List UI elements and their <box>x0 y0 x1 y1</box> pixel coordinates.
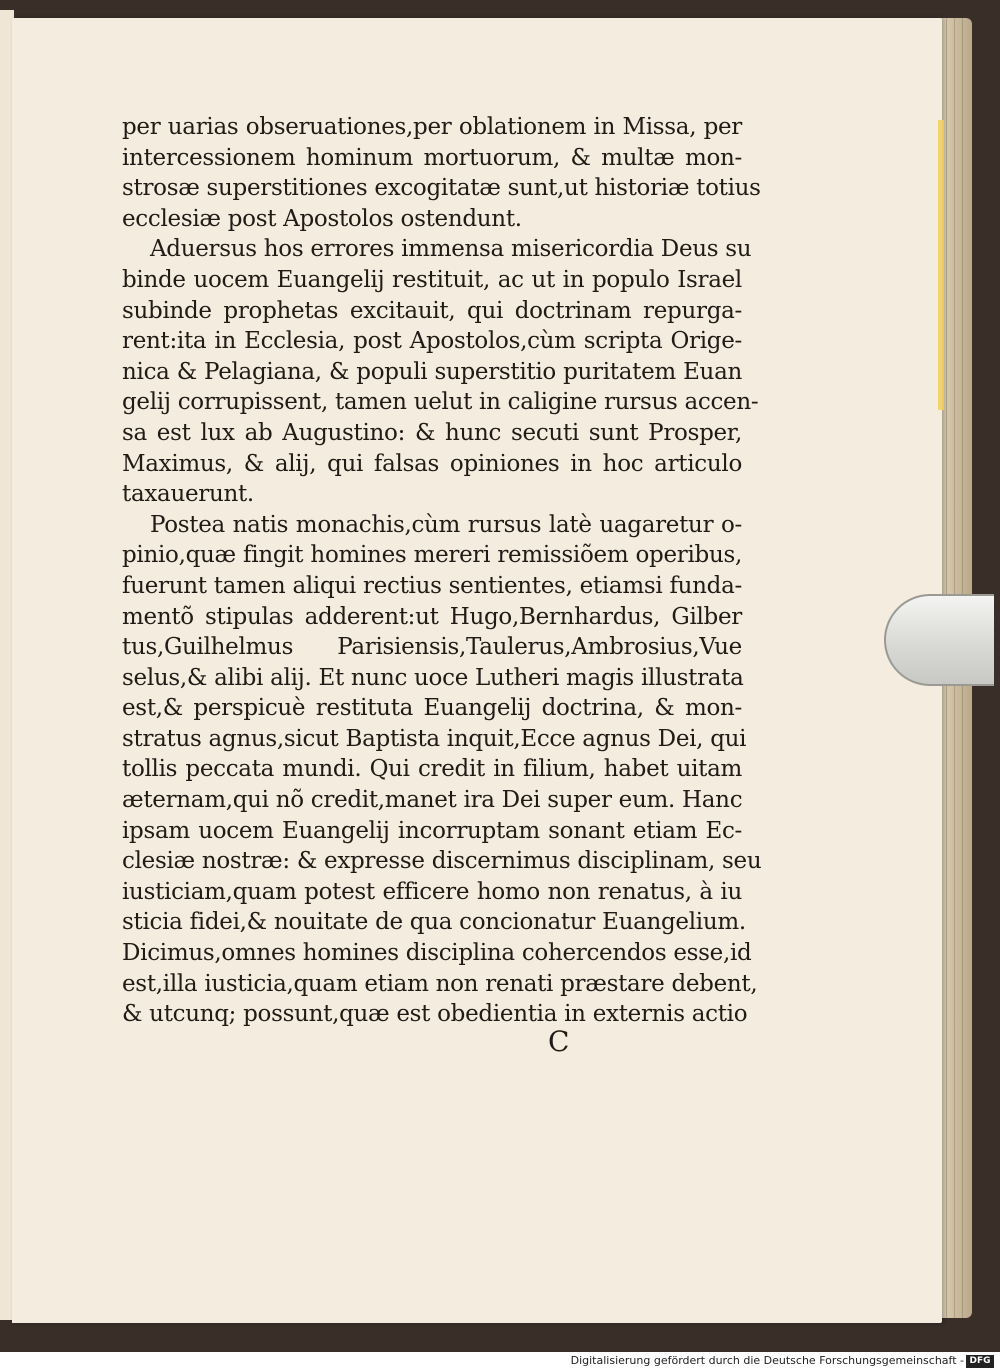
text-line: per uarias obseruationes,per oblationem in Missa, per <box>122 114 742 140</box>
text-line: taxauerunt. <box>122 481 254 508</box>
text-line: est,illa iusticia,quam etiam non renati præstare debent, <box>122 970 758 997</box>
text-line: rent:ita in Ecclesia, post Apostolos,cùm scripta Orige- <box>122 328 742 355</box>
text-line: subinde prophetas excitauit, qui doctrinam repurga- <box>122 297 742 324</box>
text-line: sa est lux ab Augustino: & hunc secuti sunt Prosper, <box>122 419 742 446</box>
text-line: fuerunt tamen aliqui rectius sentientes, etiamsi funda- <box>122 572 742 599</box>
text-line: pinio,quæ fingit homines mereri remissiõem operibus, <box>122 542 742 569</box>
text-line: iusticiam,quam potest efficere homo non renatus, à iu <box>122 878 742 905</box>
text-line: nica & Pelagiana, & populi superstitio puritatem Euan <box>122 358 742 385</box>
text-line: stratus agnus,sicut Baptista inquit,Ecce agnus Dei, qui <box>122 725 747 752</box>
page-text <box>122 112 762 1032</box>
text-line: tus,Guilhelmus Parisiensis,Taulerus,Ambrosius,Vue <box>122 634 742 661</box>
signature-mark: C <box>548 1025 570 1058</box>
footer-bar <box>0 1352 1000 1372</box>
text-line: Aduersus hos errores immensa misericordia Deus su <box>150 236 752 263</box>
text-line: mentõ stipulas adderent:ut Hugo,Bernhardus, Gilber <box>122 603 742 630</box>
text-line: sticia fidei,& nouitate de qua concionatur Euangelium. <box>122 909 746 936</box>
text-line: selus,& alibi alij. Et nunc uoce Lutheri magis illustrata <box>122 664 744 691</box>
bookmark-strip <box>938 120 944 410</box>
text-line: intercessionem hominum mortuorum, & multæ mon- <box>122 144 742 171</box>
dfg-logo-icon[interactable]: DFG <box>966 1355 994 1368</box>
text-line: clesiæ nostræ: & expresse discernimus disciplinam, seu <box>122 848 762 875</box>
text-line: est,& perspicuè restituta Euangelij doctrina, & mon- <box>122 695 742 722</box>
text-line: ipsam uocem Euangelij incorruptam sonant etiam Ec- <box>122 817 742 844</box>
text-line: strosæ superstitiones excogitatæ sunt,ut historiæ totius <box>122 175 761 202</box>
paper-clip <box>884 594 994 686</box>
text-line: & utcunq; possunt,quæ est obedientia in externis actio <box>122 1001 748 1028</box>
text-line: gelij corrupissent, tamen uelut in caligine rursus accen- <box>122 389 759 416</box>
text-line: Maximus, & alij, qui falsas opiniones in hoc articulo <box>122 450 742 477</box>
footer-credit: Digitalisierung gefördert durch die Deutsche Forschungsgemeinschaft - <box>570 1354 964 1367</box>
text-line: ecclesiæ post Apostolos ostendunt. <box>122 205 522 232</box>
text-line: æternam,qui nõ credit,manet ira Dei super eum. Hanc <box>122 787 743 814</box>
text-line: Dicimus,omnes homines disciplina cohercendos esse,id <box>122 940 752 967</box>
text-line: binde uocem Euangelij restituit, ac ut in populo Israel <box>122 266 742 293</box>
text-line: Postea natis monachis,cùm rursus latè uagaretur o- <box>150 511 742 538</box>
text-line: tollis peccata mundi. Qui credit in filium, habet uitam <box>122 756 742 783</box>
